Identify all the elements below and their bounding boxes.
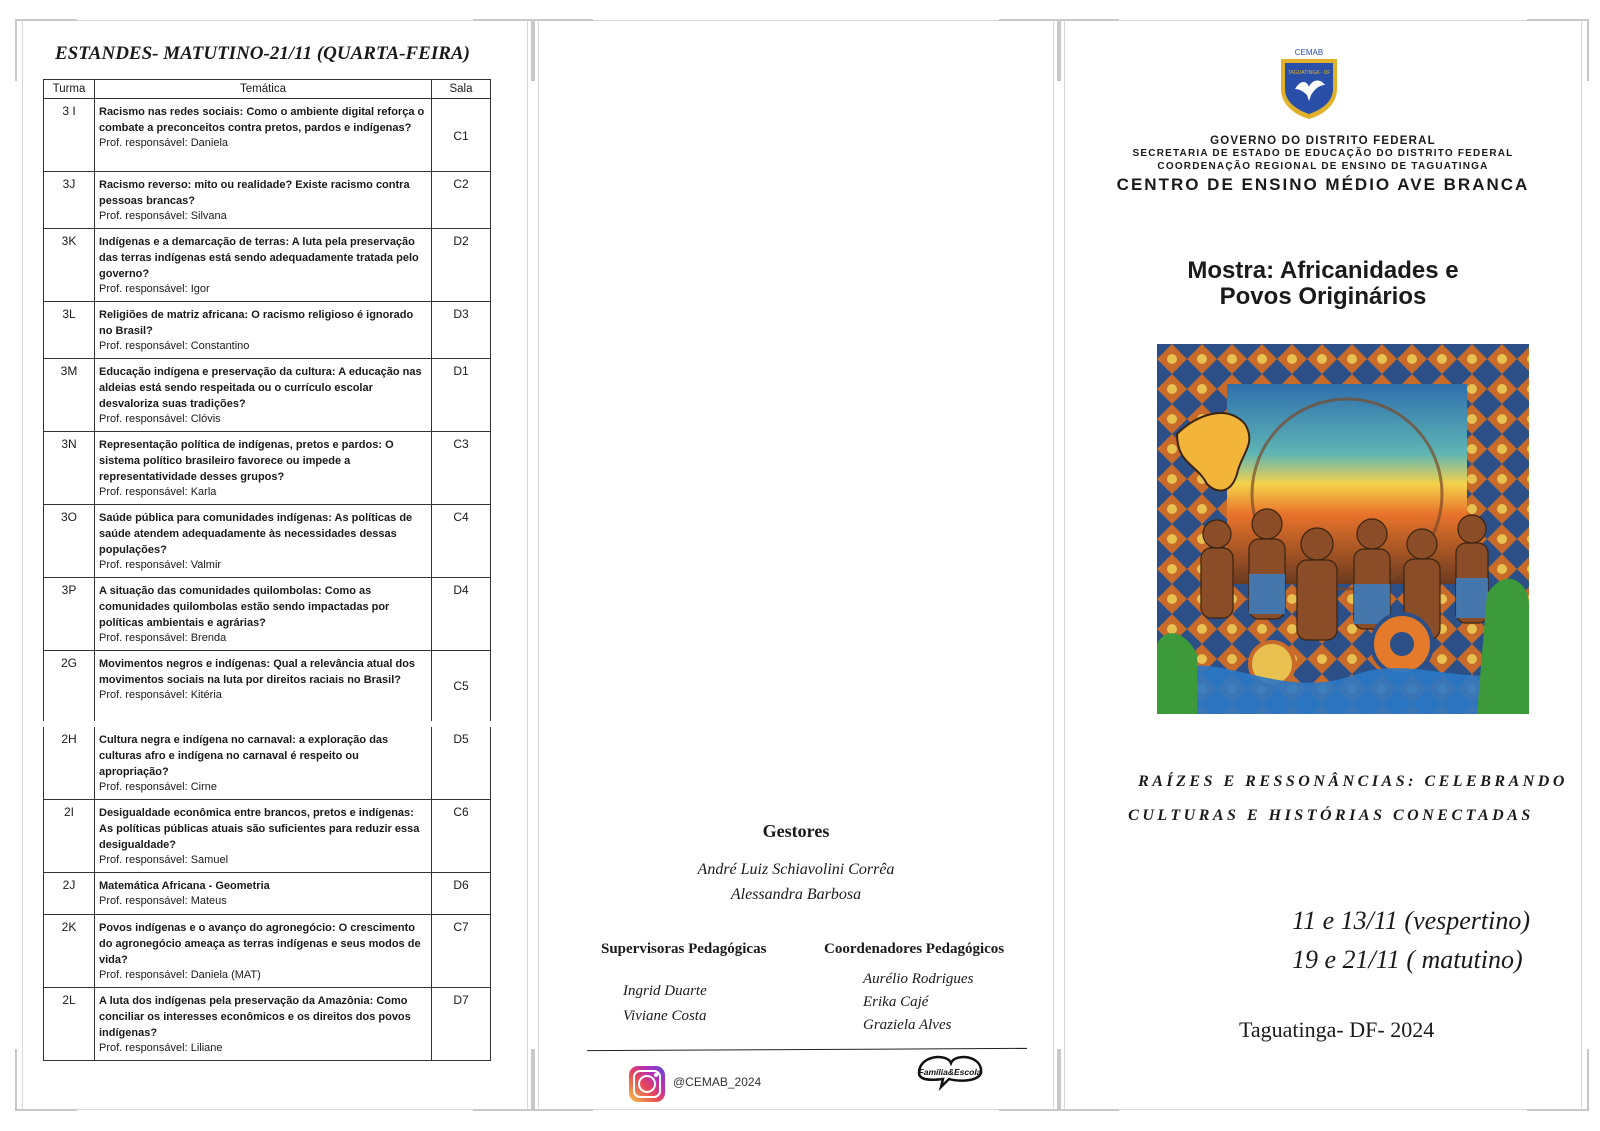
cell-sala: D7 [432, 987, 491, 1060]
cell-tematica [95, 505, 432, 578]
cell-sala: D1 [432, 359, 491, 432]
cell-tematica [95, 799, 432, 872]
cell-turma: 3N [44, 432, 95, 505]
prof-responsavel: Prof. responsável: Constantino [99, 340, 250, 352]
event-title-line: Povos Originários [1219, 283, 1427, 310]
cover-artwork-image [1157, 344, 1529, 714]
familia-escola-logo [911, 1051, 989, 1091]
gov-line-1: GOVERNO DO DISTRITO FEDERAL [1210, 135, 1436, 147]
crest-label: CEMAB [1294, 48, 1324, 57]
cell-turma: 2I [44, 799, 95, 872]
cell-sala: C2 [432, 172, 491, 229]
schedule-table [43, 79, 491, 1061]
gestores-title: Gestores [762, 821, 830, 841]
cell-sala: D4 [432, 578, 491, 651]
table-row [44, 651, 491, 724]
corner-bracket [999, 1049, 1061, 1111]
schedule-title: ESTANDES- MATUTINO-21/11 (QUARTA-FEIRA) [55, 43, 470, 64]
tema-text: Desigualdade econômica entre brancos, pretos e indígenas: As políticas públicas atuais são suficientes para reduzir essa desigualdade? [99, 806, 420, 851]
partner-logo-text: Família&Escola [918, 1067, 982, 1077]
supervisora-name: Viviane Costa [623, 1008, 707, 1024]
cell-turma: 2K [44, 914, 95, 987]
cell-turma: 3L [44, 302, 95, 359]
tema-text: Racismo nas redes sociais: Como o ambiente digital reforça o combate a preconceitos contra pretos, pardos e indígenas? [99, 106, 425, 134]
dates-line: 19 e 21/11 ( matutino) [1292, 945, 1523, 974]
coordenadores-title: Coordenadores Pedagógicos [824, 941, 1005, 957]
corner-bracket [531, 1049, 593, 1111]
corner-bracket [1527, 19, 1589, 81]
cell-turma: 2G [44, 651, 95, 724]
event-title-line: Mostra: Africanidades e [1187, 257, 1459, 284]
corner-bracket [999, 19, 1061, 81]
cell-sala: D3 [432, 302, 491, 359]
tema-text: Movimentos negros e indígenas: Qual a relevância atual dos movimentos sociais na luta por direitos raciais no Brasil? [99, 658, 416, 686]
prof-responsavel: Prof. responsável: Daniela (MAT) [99, 968, 261, 981]
tema-text: Representação política de indígenas, pretos e pardos: O sistema político brasileiro favorece ou impede a representatividade desses grupos? [99, 439, 394, 483]
cell-sala: D6 [432, 872, 491, 914]
tema-text: Indígenas e a demarcação de terras: A luta pela preservação das terras indígenas está sendo adequadamente tratada pelo governo? [99, 236, 419, 280]
table-row [44, 914, 491, 987]
gestor-name: Alessandra Barbosa [730, 886, 862, 903]
table-row [44, 432, 491, 505]
supervisoras-title: Supervisoras Pedagógicas [601, 941, 767, 957]
corner-bracket [531, 19, 593, 81]
cell-tematica [95, 229, 432, 302]
cell-tematica [95, 99, 432, 172]
gov-line-2: SECRETARIA DE ESTADO DE EDUCAÇÃO DO DISTRITO FEDERAL [1132, 148, 1514, 159]
cell-sala: C7 [432, 914, 491, 987]
cell-turma: 3J [44, 172, 95, 229]
cell-sala: C1 [432, 99, 491, 172]
school-crest-icon [1275, 45, 1343, 121]
cell-tematica [95, 578, 432, 651]
prof-responsavel: Prof. responsável: Liliane [99, 1041, 223, 1054]
coordenador-name: Aurélio Rodrigues [863, 971, 974, 987]
cell-sala: D2 [432, 229, 491, 302]
cell-tematica [95, 987, 432, 1060]
tema-text: Povos indígenas e o avanço do agronegócio: O crescimento do agronegócio ameaça as terras indígenas e seus modos de vida? [99, 921, 421, 966]
corner-bracket [1527, 1049, 1589, 1111]
cell-turma: 2L [44, 987, 95, 1060]
school-name: CENTRO DE ENSINO MÉDIO AVE BRANCA [1116, 175, 1530, 194]
table-row [44, 872, 491, 914]
coordenador-name: Graziela Alves [863, 1017, 952, 1033]
header-tematica: Temática [95, 80, 432, 99]
prof-responsavel: Prof. responsável: Igor [99, 283, 210, 295]
tema-text: Saúde pública para comunidades indígenas: As políticas de saúde atendem adequadamente às necessidades dessas populações? [99, 512, 413, 556]
supervisoras-list [623, 979, 707, 1029]
table-row [44, 799, 491, 872]
table-row [44, 172, 491, 229]
table-row [44, 99, 491, 172]
prof-responsavel: Prof. responsável: Cirne [99, 780, 217, 793]
cell-tematica [95, 359, 432, 432]
cell-tematica [95, 302, 432, 359]
schedule-panel [22, 20, 528, 1110]
place-year: Taguatinga- DF- 2024 [1239, 1017, 1435, 1042]
tema-text: Racismo reverso: mito ou realidade? Existe racismo contra pessoas brancas? [99, 179, 410, 207]
credits-panel [538, 20, 1054, 1110]
tema-text: Matemática Africana - Geometria [99, 879, 270, 892]
tagline-line-1: RAÍZES E RESSONÂNCIAS: CELEBRANDO [1138, 773, 1568, 790]
cell-tematica [95, 914, 432, 987]
table-row [44, 359, 491, 432]
cell-tematica [95, 432, 432, 505]
gov-line-3: COORDENAÇÃO REGIONAL DE ENSINO DE TAGUATINGA [1157, 161, 1489, 172]
tagline-line-2: CULTURAS E HISTÓRIAS CONECTADAS [1128, 807, 1534, 824]
prof-responsavel: Prof. responsável: Clóvis [99, 413, 221, 425]
cell-tematica [95, 651, 432, 724]
cell-sala: C6 [432, 799, 491, 872]
cell-turma: 3O [44, 505, 95, 578]
instagram-icon[interactable] [629, 1066, 665, 1102]
prof-responsavel: Prof. responsável: Karla [99, 486, 217, 498]
cell-sala: C3 [432, 432, 491, 505]
gestores-list [539, 857, 1053, 907]
cell-sala: C5 [432, 651, 491, 724]
tema-text: A situação das comunidades quilombolas: Como as comunidades quilombolas estão sendo impactadas por políticas ambientais e agrárias? [99, 585, 390, 629]
table-row [44, 302, 491, 359]
supervisora-name: Ingrid Duarte [623, 983, 707, 999]
cell-tematica [95, 872, 432, 914]
gestor-name: André Luiz Schiavolini Corrêa [697, 861, 895, 878]
cell-tematica [95, 172, 432, 229]
corner-bracket [473, 19, 535, 81]
cell-turma: 3 I [44, 99, 95, 172]
event-dates [1292, 901, 1530, 979]
prof-responsavel: Prof. responsável: Kitéria [99, 689, 222, 701]
instagram-handle[interactable]: @CEMAB_2024 [673, 1075, 762, 1089]
cell-tematica [95, 724, 432, 800]
corner-bracket [1057, 1049, 1119, 1111]
cell-sala: D5 [432, 724, 491, 800]
table-header-row [44, 80, 491, 99]
cell-turma: 2J [44, 872, 95, 914]
crest-sub-label: TAGUATINGA - DF [1287, 70, 1331, 76]
cell-turma: 3M [44, 359, 95, 432]
coordenadores-list [863, 968, 973, 1037]
header-turma: Turma [44, 80, 95, 99]
tema-text: Cultura negra e indígena no carnaval: a exploração das culturas afro e indígena no carnaval é respeito ou apropriação? [99, 733, 389, 778]
header-sala: Sala [432, 80, 491, 99]
cell-turma: 3K [44, 229, 95, 302]
table-row [44, 578, 491, 651]
cell-sala: C4 [432, 505, 491, 578]
tema-text: Educação indígena e preservação da cultura: A educação nas aldeias está sendo respeitada ou o currículo escolar desvaloriza suas tradições? [99, 366, 422, 410]
tema-text: A luta dos indígenas pela preservação da Amazônia: Como conciliar os interesses econômicos e os direitos dos povos indígenas? [99, 994, 411, 1039]
dates-line: 11 e 13/11 (vespertino) [1292, 906, 1531, 935]
table-row [44, 229, 491, 302]
tema-text: Religiões de matriz africana: O racismo religioso é ignorado no Brasil? [99, 309, 414, 337]
prof-responsavel: Prof. responsável: Daniela [99, 137, 229, 149]
prof-responsavel: Prof. responsável: Valmir [99, 559, 222, 571]
cell-turma: 3P [44, 578, 95, 651]
cell-turma: 2H [44, 724, 95, 800]
prof-responsavel: Prof. responsável: Mateus [99, 894, 227, 907]
table-row [44, 505, 491, 578]
prof-responsavel: Prof. responsável: Samuel [99, 853, 229, 866]
coordenador-name: Erika Cajé [863, 994, 929, 1010]
prof-responsavel: Prof. responsável: Brenda [99, 632, 227, 644]
corner-bracket [1057, 19, 1119, 81]
cover-panel [1064, 20, 1582, 1110]
table-row [44, 987, 491, 1060]
event-title [1065, 258, 1581, 310]
prof-responsavel: Prof. responsável: Silvana [99, 210, 227, 222]
table-row [44, 724, 491, 800]
